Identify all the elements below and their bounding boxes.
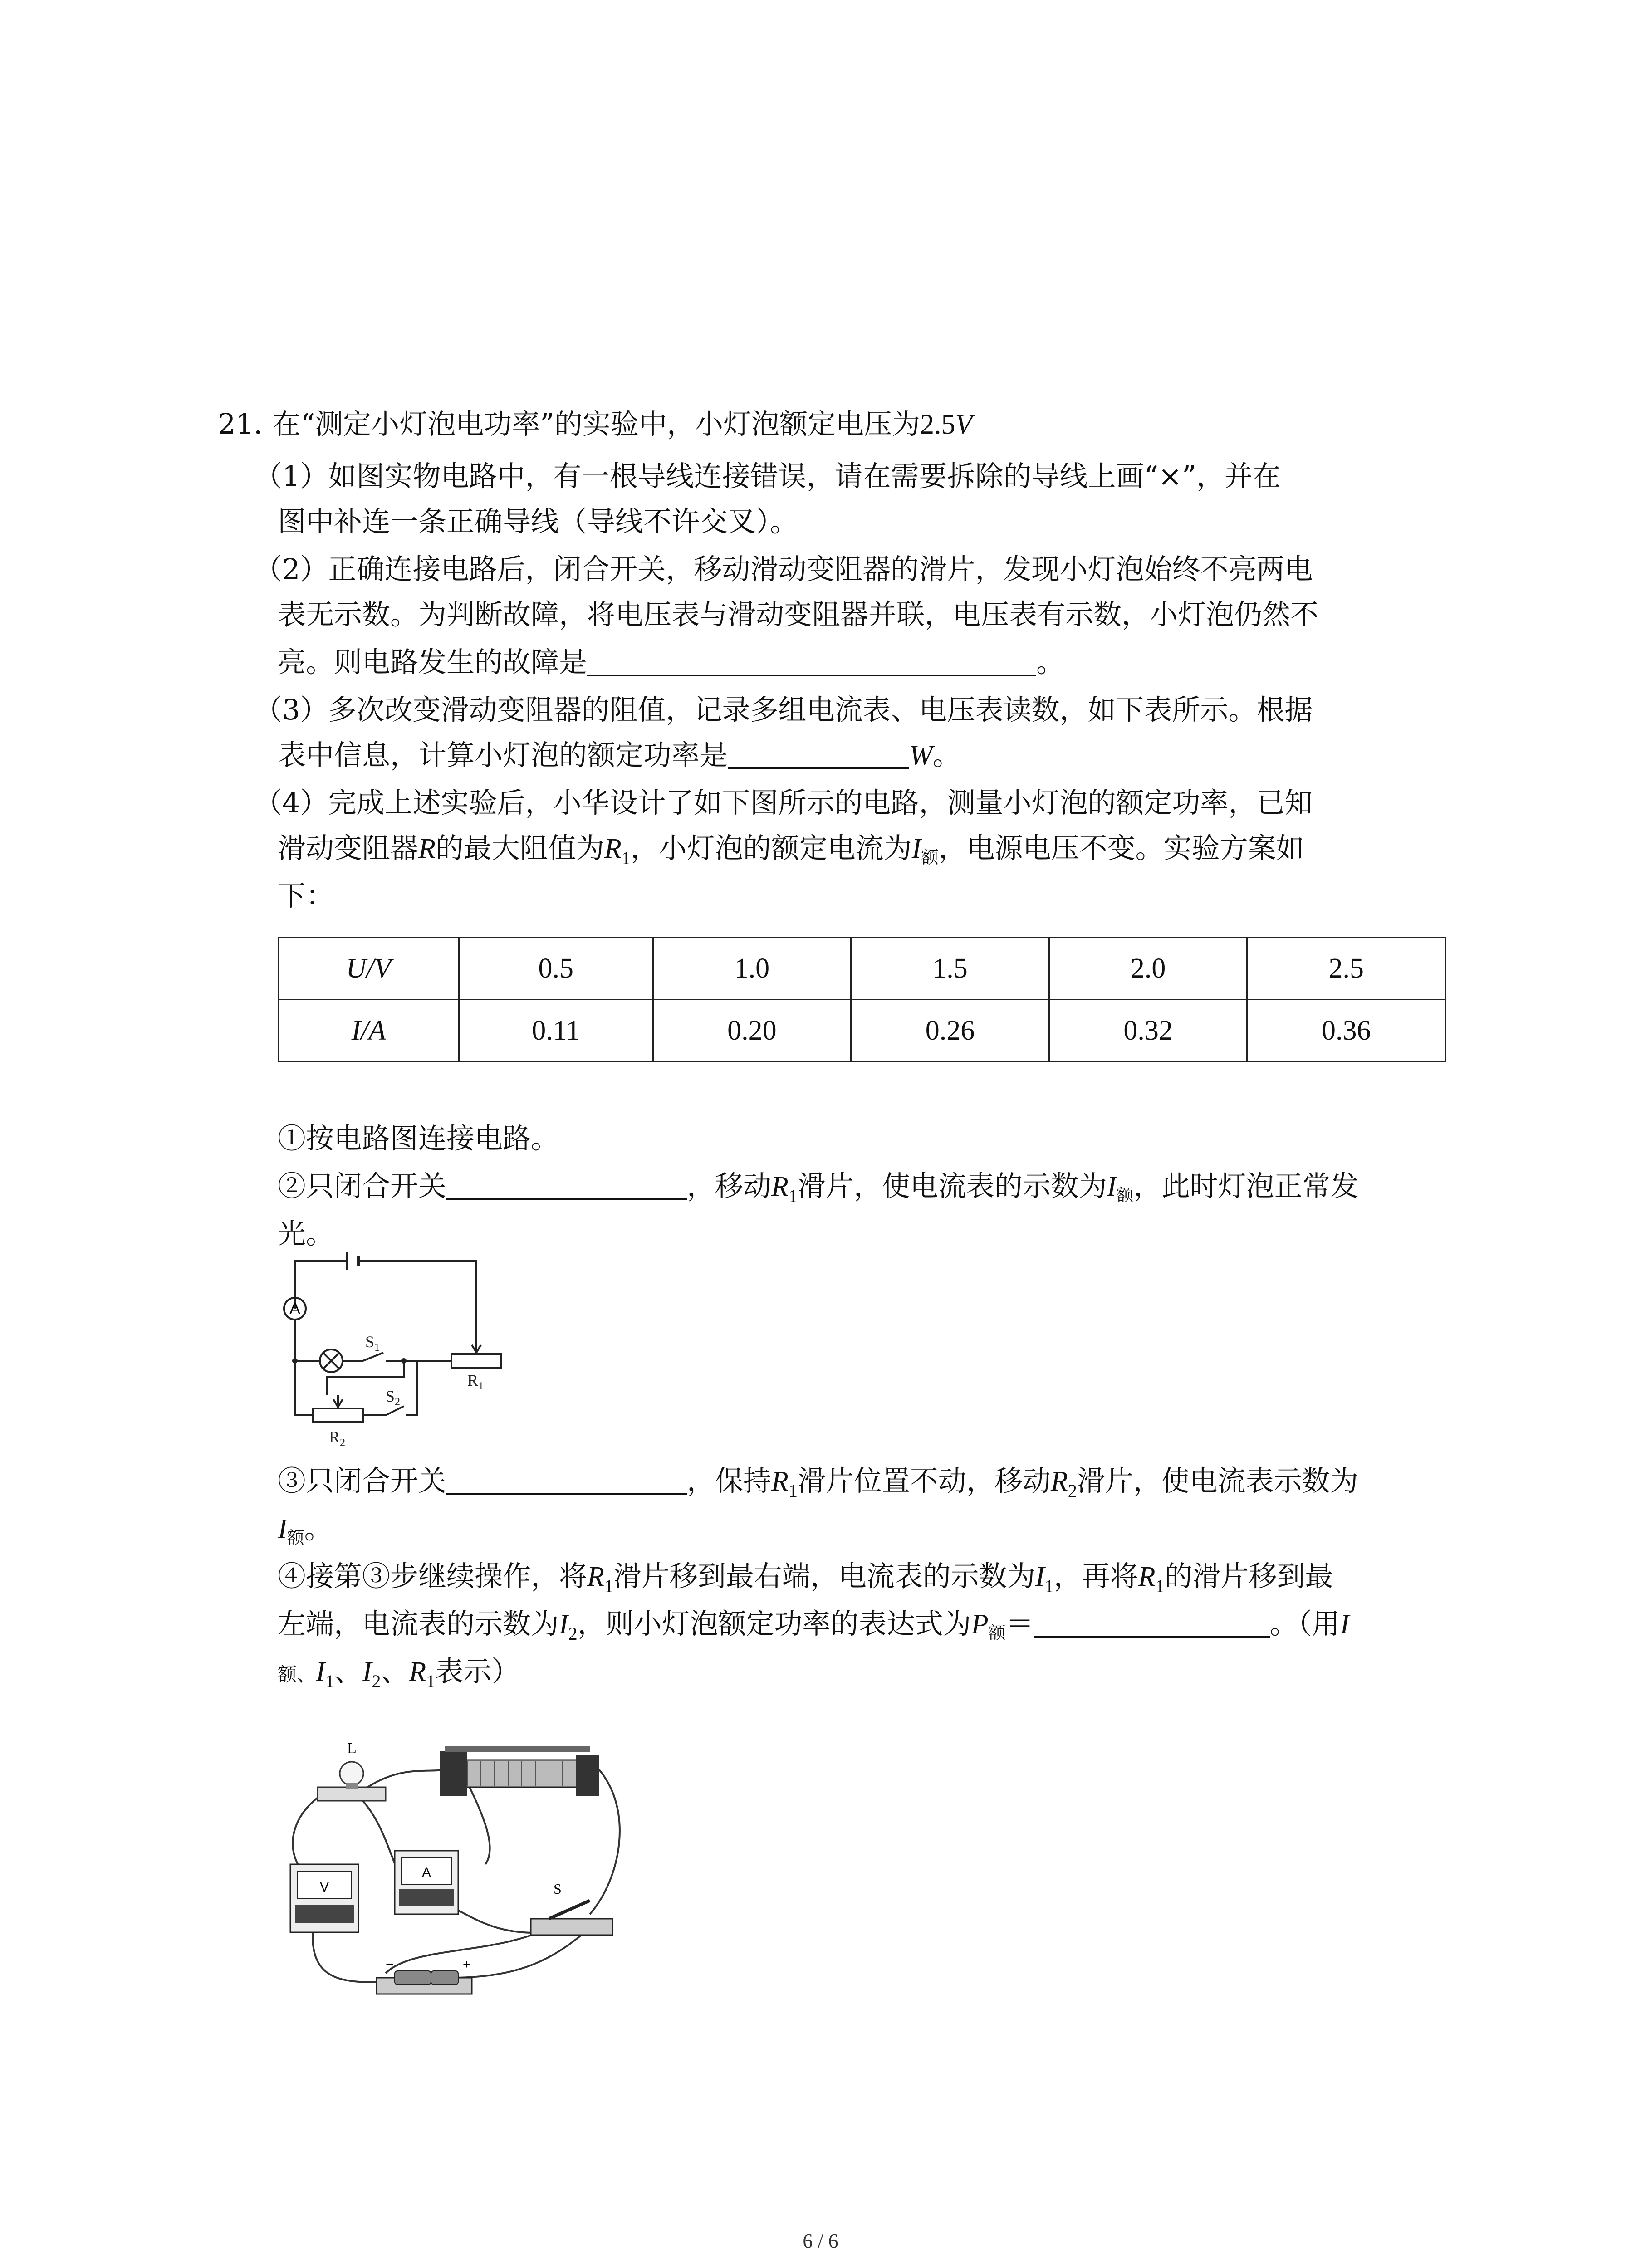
answer-blank-fault[interactable] <box>587 646 1036 676</box>
step3-line2: I额。 <box>278 1512 333 1548</box>
lamp-label: L <box>347 1740 357 1757</box>
part2-line2: 表无示数。为判断故障，将电压表与滑动变阻器并联，电压表有示数，小灯泡仍然不 <box>278 598 1319 631</box>
part4-line1: （4）完成上述实验后，小华设计了如下图所示的电路，测量小灯泡的额定功率，已知 <box>254 786 1313 819</box>
data-table <box>278 937 1446 1062</box>
step2-line1: ②只闭合开关 ，移动$R_1$滑片，使电流表的示数为I额，此时灯泡正常发 <box>278 1169 1359 1206</box>
switch-s2-label: $S_2$ <box>386 1387 401 1408</box>
table-cell: 2.5 <box>1247 938 1445 1000</box>
table-header-cell: I/A <box>279 1000 459 1062</box>
table-row <box>279 1000 1445 1062</box>
table-cell: 0.26 <box>851 1000 1049 1062</box>
table-cell: 2.0 <box>1049 938 1247 1000</box>
table-cell: 0.20 <box>653 1000 851 1062</box>
switch-label: S <box>554 1881 562 1897</box>
rheostat-r1-label: $R_1$ <box>467 1371 484 1392</box>
answer-blank-switch-b[interactable] <box>446 1465 687 1495</box>
question-stem: 21. 在“测定小灯泡电功率”的实验中，小灯泡额定电压为2.5V <box>218 407 973 440</box>
page-number: 6 / 6 <box>803 2230 838 2252</box>
part1-line1: （1）如图实物电路中，有一根导线连接错误，请在需要拆除的导线上画“×”，并在 <box>254 459 1281 493</box>
apparatus-illustration <box>277 1737 640 2000</box>
voltmeter-label: V <box>320 1880 329 1895</box>
step4-line3: 额、$I_1$、$I_2$、$R_1$表示） <box>278 1655 520 1691</box>
table-cell: 1.5 <box>851 938 1049 1000</box>
step4-line1: ④接第③步继续操作，将$R_1$滑片移到最右端，电流表的示数为$I_1$，再将$R_1$的滑片移到最 <box>278 1559 1333 1596</box>
circuit-diagram <box>272 1252 508 1470</box>
table-row <box>279 938 1445 1000</box>
part4-line3: 下： <box>278 879 334 912</box>
step2-line2: 光。 <box>278 1217 334 1250</box>
part2-line1: （2）正确连接电路后，闭合开关，移动滑动变阻器的滑片，发现小灯泡始终不亮两电 <box>254 552 1313 586</box>
answer-blank-power[interactable] <box>728 739 909 769</box>
answer-blank-switch-a[interactable] <box>446 1170 687 1200</box>
part3-line1: （3）多次改变滑动变阻器的阻值，记录多组电流表、电压表读数，如下表所示。根据 <box>254 693 1313 726</box>
battery-minus-label: − <box>386 1957 394 1972</box>
table-cell: 0.36 <box>1247 1000 1445 1062</box>
table-cell: 0.32 <box>1049 1000 1247 1062</box>
step3-line1: ③只闭合开关 ，保持$R_1$滑片位置不动，移动$R_2$滑片，使电流表示数为 <box>278 1464 1358 1501</box>
switch-s1-label: $S_1$ <box>365 1333 380 1354</box>
question-number: 21. <box>218 407 263 440</box>
part1-line2: 图中补连一条正确导线（导线不许交叉）。 <box>278 505 798 538</box>
battery-plus-label: + <box>463 1957 471 1972</box>
step4-line2: 左端，电流表的示数为$I_2$，则小灯泡额定功率的表达式为P额＝ 。（用I <box>278 1607 1350 1644</box>
table-header-cell: U/V <box>279 938 459 1000</box>
table-cell: 0.5 <box>459 938 653 1000</box>
step1: ①按电路图连接电路。 <box>278 1122 559 1155</box>
rheostat-r2-label: $R_2$ <box>329 1428 346 1449</box>
part2-line3: 亮。则电路发生的故障是 。 <box>278 645 1065 679</box>
part3-line2: 表中信息，计算小灯泡的额定功率是 W。 <box>278 738 961 772</box>
table-cell: 1.0 <box>653 938 851 1000</box>
answer-blank-expression[interactable] <box>1034 1608 1270 1638</box>
ammeter-symbol-label: A <box>289 1299 301 1318</box>
ammeter-label: A <box>422 1865 431 1880</box>
part4-line2: 滑动变阻器R的最大阻值为$R_1$，小灯泡的额定电流为I额，电源电压不变。实验方案如 <box>278 831 1304 868</box>
table-cell: 0.11 <box>459 1000 653 1062</box>
